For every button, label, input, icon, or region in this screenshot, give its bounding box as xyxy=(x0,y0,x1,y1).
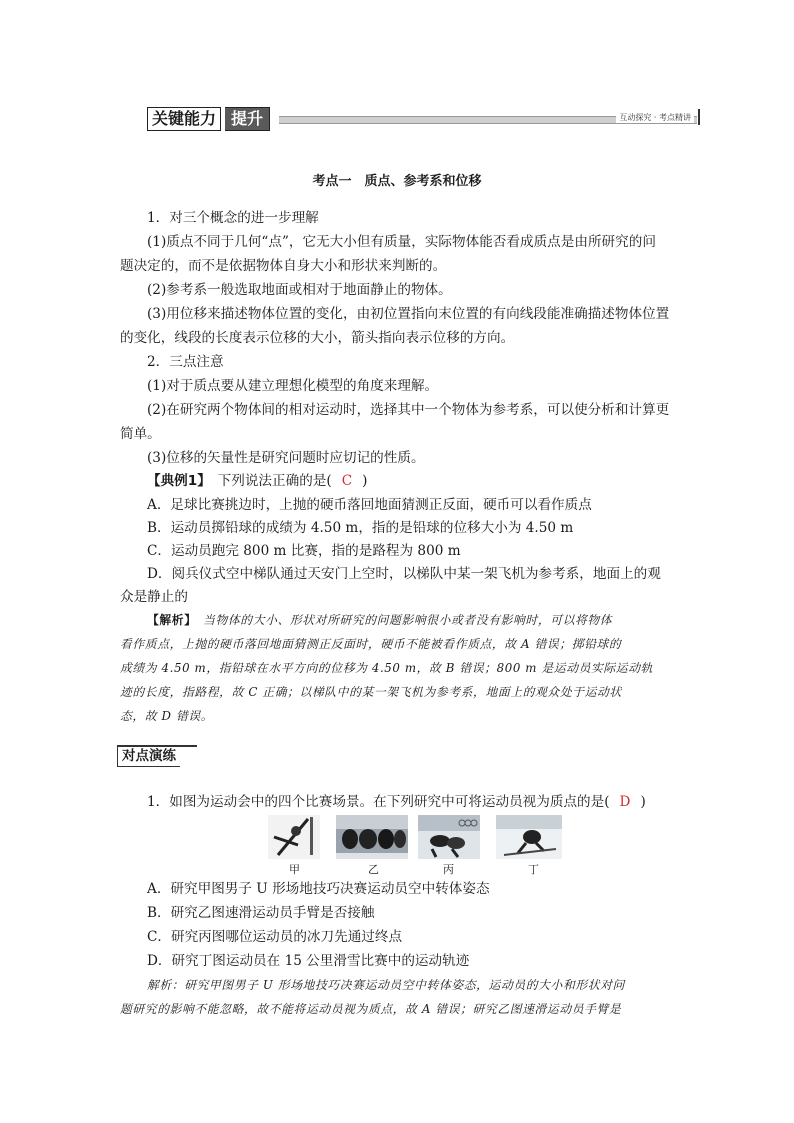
practice-analysis-line1: 解析：研究甲图男子 U 形场地技巧决赛运动员空中转体姿态，运动员的大小和形状对问 xyxy=(147,978,625,992)
example1-label: 【典例1】 xyxy=(147,473,205,489)
example1-analysis-line1 xyxy=(147,610,612,630)
s2-p2-line1: (2)在研究两个物体间的相对运动时，选择其中一个物体为参考系，可以使分析和计算更 xyxy=(147,402,670,418)
section-header xyxy=(147,107,702,131)
s1-p2: (2)参考系一般选取地面或相对于地面静止的物体。 xyxy=(147,282,452,298)
practice-option-b: B．研究乙图速滑运动员手臂是否接触 xyxy=(147,905,375,921)
practice-analysis-line2: 题研究的影响不能忽略，故不能将运动员视为质点，故 A 错误；研究乙图速滑运动员手臂是 xyxy=(120,1002,622,1016)
photo-ding xyxy=(496,815,562,859)
practice-q1-answer: D xyxy=(619,794,631,810)
caption-ding: 丁 xyxy=(528,863,539,876)
photo-bing xyxy=(418,815,480,859)
s2-p3: (3)位移的矢量性是研究问题时应切记的性质。 xyxy=(147,450,425,466)
example1-close: ) xyxy=(362,473,368,489)
example1-option-a: A．足球比赛挑边时，上抛的硬币落回地面猜测正反面，硬币可以看作质点 xyxy=(147,497,592,513)
example1-analysis-line4: 迹的长度，指路程，故 C 正确；以梯队中的某一架飞机为参考系，地面上的观众处于运动状 xyxy=(120,685,622,699)
example1-answer: C xyxy=(341,473,353,489)
page-title: 考点一 质点、参考系和位移 xyxy=(312,174,482,189)
header-highlight-label: 提升 xyxy=(225,107,270,131)
example1-analysis-line5: 态，故 D 错误。 xyxy=(120,709,214,723)
s1-p3-line1: (3)用位移来描述物体位置的变化，由初位置指向末位置的有向线段能准确描述物体位置 xyxy=(147,306,670,322)
s1-p1-line1: (1)质点不同于几何“点”，它无大小但有质量，实际物体能否看成质点是由所研究的问 xyxy=(147,234,656,250)
s2-heading: 2．三点注意 xyxy=(147,354,224,370)
header-right-label: 互动探究 · 考点精讲 xyxy=(616,112,694,123)
caption-bing: 丙 xyxy=(443,863,454,876)
s2-p2-line2: 简单。 xyxy=(120,426,161,442)
s1-p1-line2: 题决定的，而不是依据物体自身大小和形状来判断的。 xyxy=(120,258,447,274)
photo-yi xyxy=(336,815,408,859)
analysis-text: 当物体的大小、形状对所研究的问题影响很小或者没有影响时，可以将物体 xyxy=(190,613,613,627)
example1-analysis-line3: 成绩为 4.50 m，指铅球在水平方向的位移为 4.50 m，故 B 错误；800 m 是运动员实际运动轨 xyxy=(120,661,653,675)
practice-q1 xyxy=(147,792,646,812)
header-left-label: 关键能力 xyxy=(147,107,221,131)
practice-option-d: D．研究丁图运动员在 15 公里滑雪比赛中的运动轨迹 xyxy=(147,953,470,969)
example1-option-d-line1: D．阅兵仪式空中梯队通过天安门上空时，以梯队中某一架飞机为参考系，地面上的观 xyxy=(147,566,661,582)
practice-option-c: C．研究丙图哪位运动员的冰刀先通过终点 xyxy=(147,929,403,945)
example1-option-d-line2: 众是静止的 xyxy=(120,589,188,605)
caption-yi: 乙 xyxy=(368,863,379,876)
caption-jia: 甲 xyxy=(289,863,300,876)
s2-p1: (1)对于质点要从建立理想化模型的角度来理解。 xyxy=(147,378,439,394)
photo-jia xyxy=(268,815,320,859)
practice-option-a: A．研究甲图男子 U 形场地技巧决赛运动员空中转体姿态 xyxy=(147,881,490,897)
example1-question xyxy=(147,471,367,491)
example1-option-c: C．运动员跑完 800 m 比赛，指的是路程为 800 m xyxy=(147,543,461,559)
example1-option-b: B．运动员掷铅球的成绩为 4.50 m，指的是铅球的位移大小为 4.50 m xyxy=(147,520,574,536)
practice-heading: 对点演练 xyxy=(117,746,180,767)
s1-heading: 1．对三个概念的进一步理解 xyxy=(147,210,319,226)
practice-q1-close: ) xyxy=(640,794,646,810)
analysis-label: 【解析】 xyxy=(147,613,191,627)
s1-p3-line2: 的变化，线段的长度表示位移的大小，箭头指向表示位移的方向。 xyxy=(120,330,515,346)
example1-stem: 下列说法正确的是( xyxy=(204,473,332,489)
practice-q1-stem: 1．如图为运动会中的四个比赛场景。在下列研究中可将运动员视为质点的是( xyxy=(147,794,610,810)
header-tick xyxy=(698,109,700,125)
example1-analysis-line2: 看作质点，上抛的硬币落回地面猜测正反面时，硬币不能被看作质点，故 A 错误；掷铅球的 xyxy=(120,637,622,651)
